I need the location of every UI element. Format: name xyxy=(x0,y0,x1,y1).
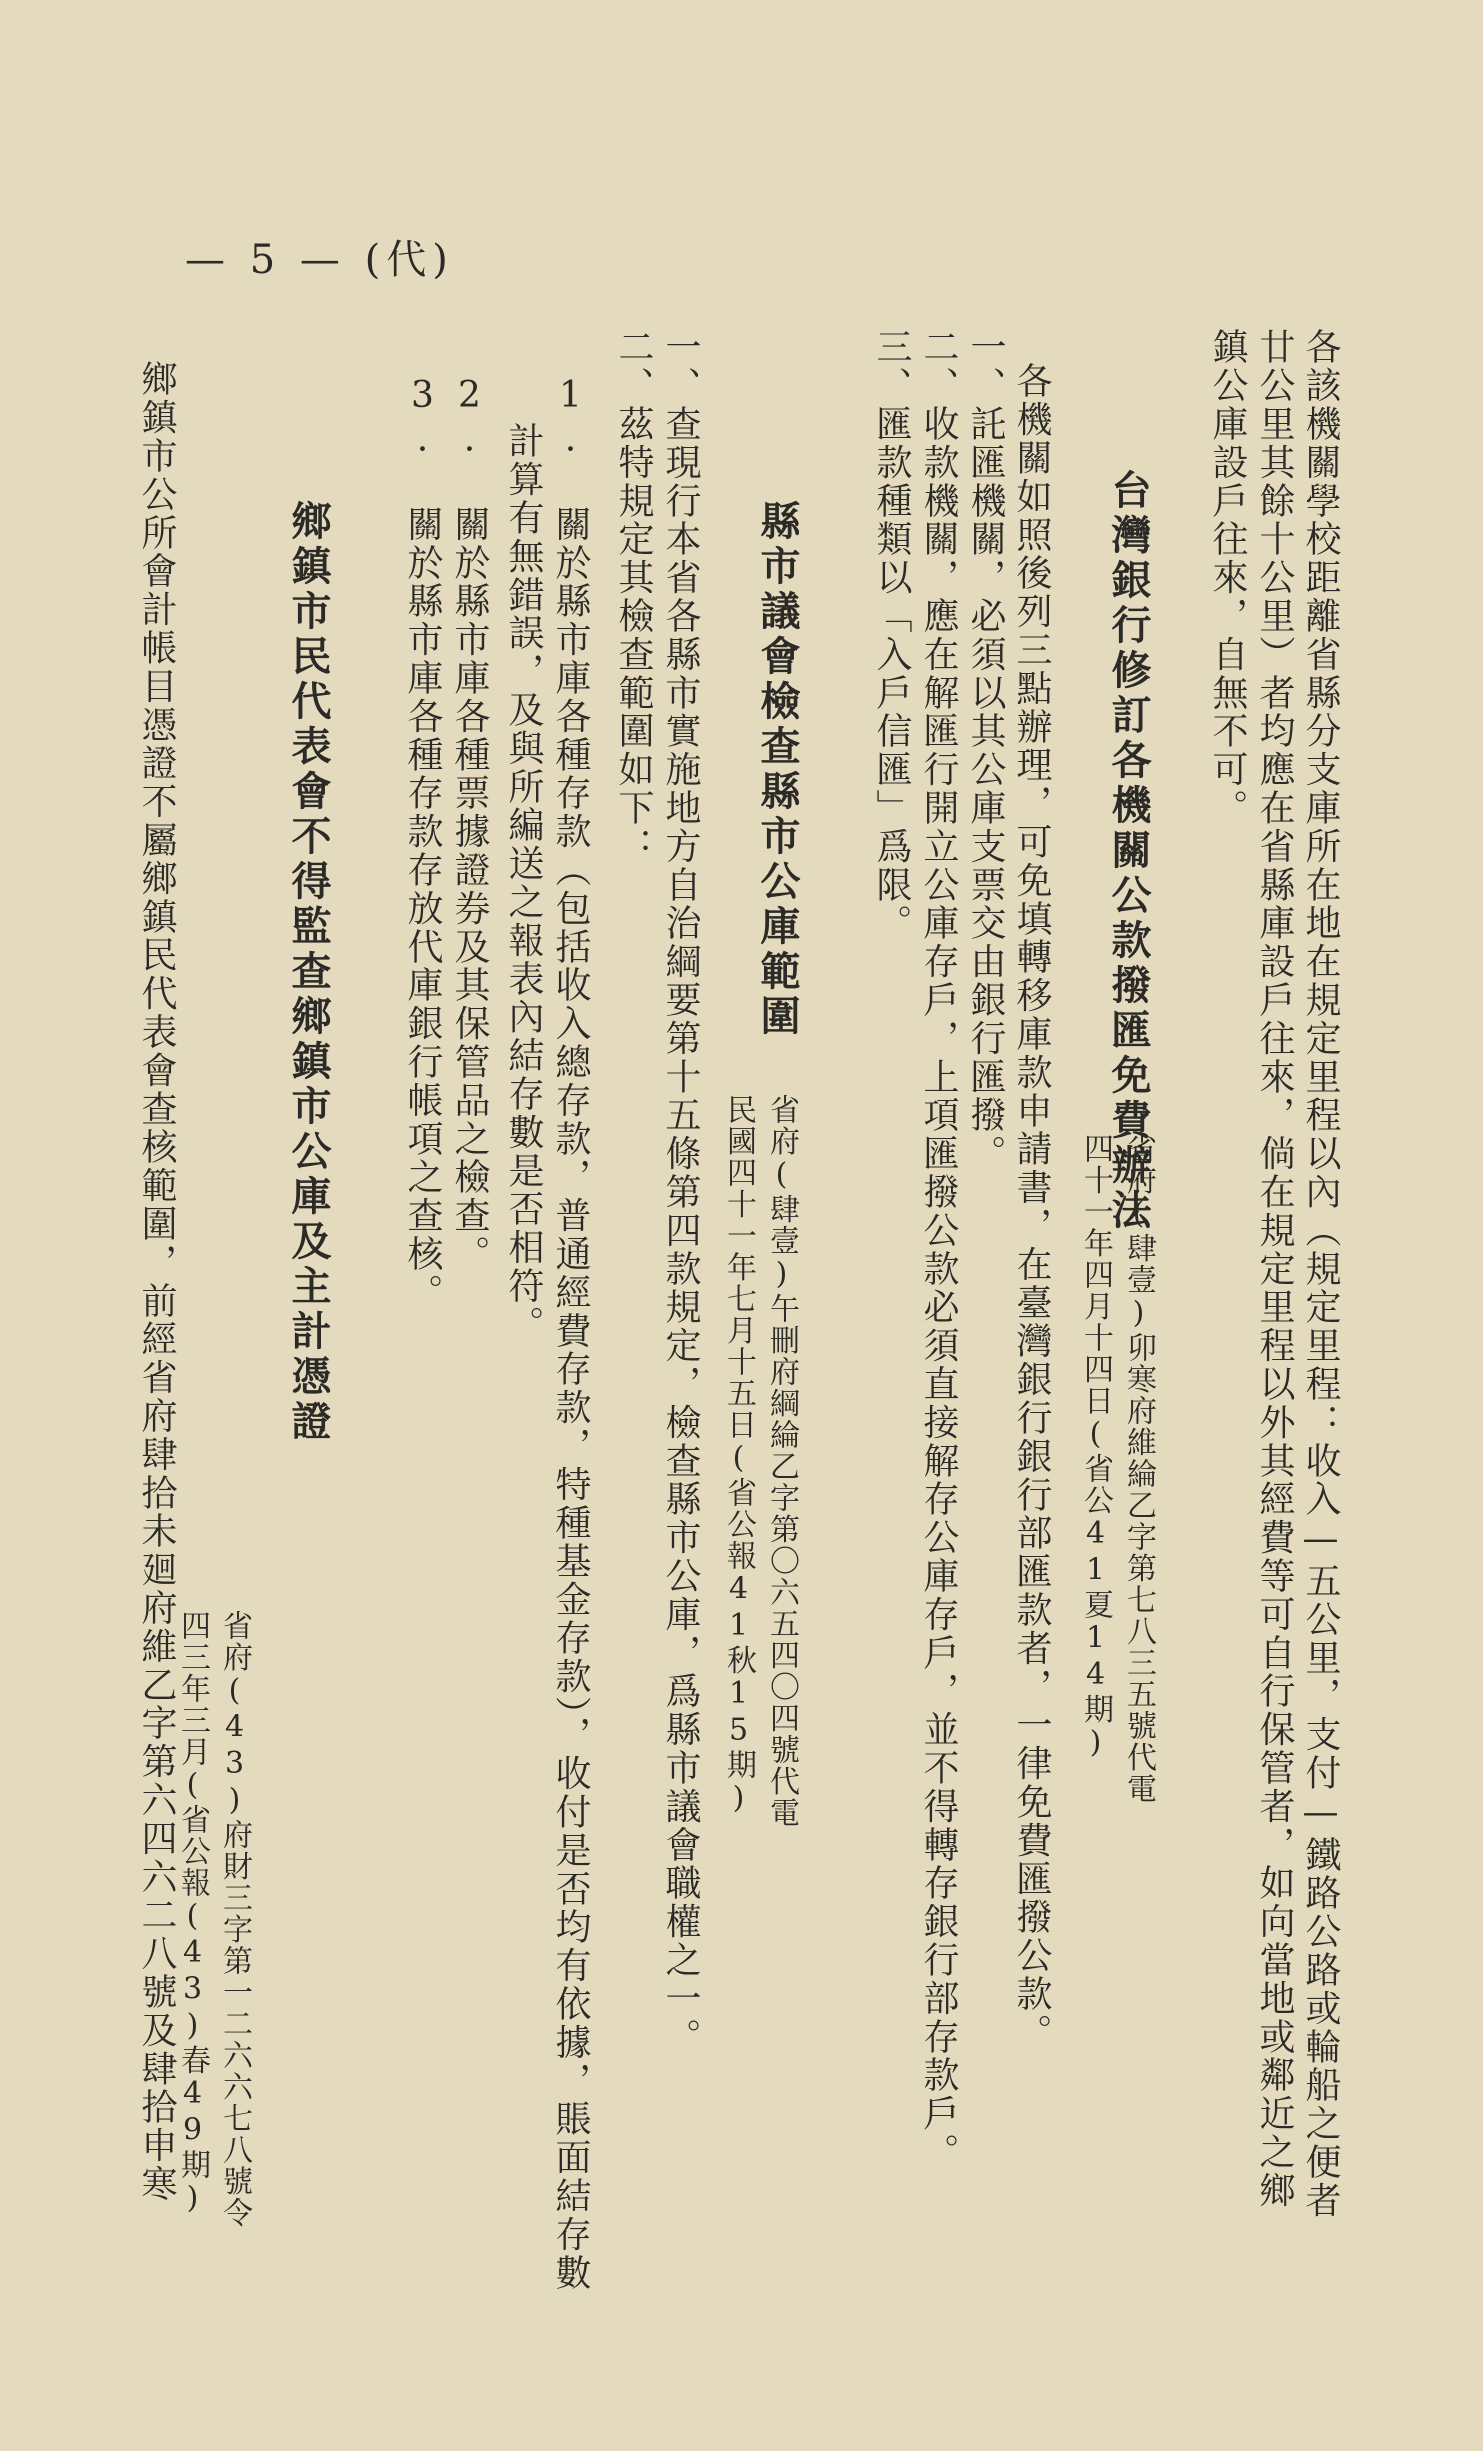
list-item: 三、匯款種類以「入戶信匯」爲限。 xyxy=(871,328,912,943)
list-item: 3. 關於縣市庫各種存款存放代庫銀行帳項之查核。 xyxy=(402,375,443,1312)
list-item: 二、收款機關，應在解匯行開立公庫存戶，上項匯撥公款必須直接解存公庫存戶，並不得轉存銀行部存款戶。 xyxy=(918,328,959,2172)
citation-note: 四三年三月(省公報(43)春49期) xyxy=(175,1610,210,2217)
citation-note: 省府(肆壹)卯寒府維綸乙字第七八三五號代電 xyxy=(1121,1133,1156,1805)
citation-note: 省府(43)府財三字第一二六六七八號令 xyxy=(217,1610,252,2229)
page-number: — 5 — (代) xyxy=(185,237,454,283)
citation-note: 四十一年四月十四日(省公41夏14期) xyxy=(1078,1133,1113,1762)
list-item: 2. 關於縣市庫各種票據證券及其保管品之檢查。 xyxy=(449,375,490,1274)
list-item: 1. 關於縣市庫各種存款（包括收入總存款，普通經費存款，特種基金存款），收付是否均有依據，賬面結存數 xyxy=(550,375,591,2292)
list-item: 一、託匯機關，必須以其公庫支票交由銀行匯撥。 xyxy=(965,328,1006,1173)
body-column: 各機關如照後列三點辦理，可免填轉移庫款申請書，在臺灣銀行銀行部匯款者，一律免費匯撥公款。 xyxy=(1011,362,1052,2052)
body-column: 各該機關學校距離省縣分支庫所在地在規定里程以內（規定里程：收入—五公里，支付—鐵路公路或輪船之便者 xyxy=(1300,328,1341,2220)
body-column: 廿公里其餘十公里）者均應在省縣庫設戶往來，倘在規定里程以外其經費等可自行保管者，如向當地或鄰近之鄉 xyxy=(1254,328,1295,2210)
citation-note: 民國四十一年七月十五日(省公報41秋15期) xyxy=(721,1094,756,1817)
section-title: 鄉鎮市民代表會不得監查鄉鎮市公庫及主計憑證 xyxy=(285,500,332,1445)
section-title: 縣市議會檢查縣市公庫範圍 xyxy=(754,500,801,1040)
body-column: 鄉鎮市公所會計帳目憑證不屬鄉鎮民代表會查核範圍，前經省府肆拾未廻府維乙字第六四六二八號及肆拾申寒 xyxy=(136,360,177,2204)
body-column: 計算有無錯誤，及與所編送之報表內結存數是否相符。 xyxy=(503,422,544,1344)
citation-note: 省府(肆壹)午刪府綱綸乙字第〇六五四〇四號代電 xyxy=(764,1094,799,1829)
body-column: 鎮公庫設戶往來，自無不可。 xyxy=(1207,328,1248,828)
list-item: 二、茲特規定其檢查範圍如下： xyxy=(613,328,654,866)
section-title: 台灣銀行修訂各機關公款撥匯免費辦法 xyxy=(1105,469,1152,1234)
list-item: 一、查現行本省各縣市實施地方自治綱要第十五條第四款規定，檢查縣市公庫，爲縣市議會職權之一。 xyxy=(660,328,701,2056)
